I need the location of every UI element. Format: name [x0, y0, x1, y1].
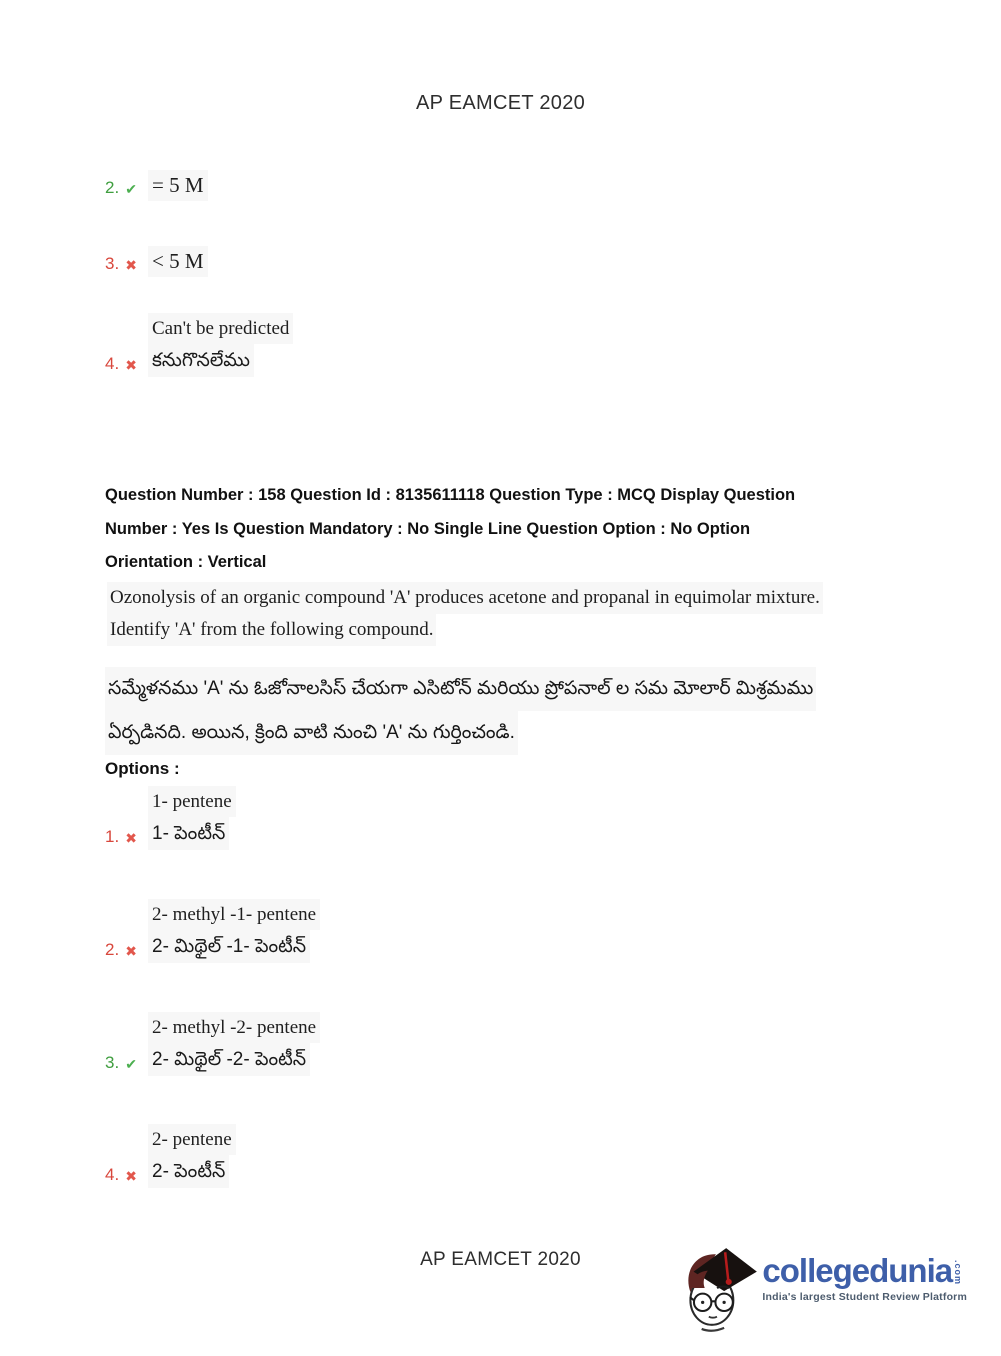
option-text-lines [148, 1124, 236, 1188]
option-text-telugu: 2- పెంటీన్ [148, 1155, 229, 1188]
option-text-english: 1- pentene [148, 786, 236, 817]
option-prefix [105, 354, 141, 377]
option-text-lines [148, 313, 293, 377]
option-text-lines [148, 246, 208, 277]
option-prefix [105, 940, 141, 963]
question-text-line: Identify 'A' from the following compound. [107, 614, 436, 646]
option-number: 2. [105, 178, 120, 197]
option-prefix [105, 1053, 141, 1076]
option-row-2 [105, 899, 320, 963]
question-text-line: సమ్మేళనము 'A' ను ఓజోనాలసిస్ చేయగా ఎసిటోన్ మరియు ప్రోపనాల్ ల సమ మోలార్ మిశ్రమము [105, 667, 816, 711]
question-text-telugu [105, 667, 816, 755]
prev-option-row-2 [105, 170, 208, 201]
brand-tld: .com [953, 1260, 964, 1286]
cross-icon: ✖ [125, 1167, 137, 1184]
option-text-telugu: కనుగొనలేము [148, 344, 254, 377]
option-text-english: 2- methyl -2- pentene [148, 1012, 320, 1043]
prev-option-row-4 [105, 313, 293, 377]
option-text-english: 2- methyl -1- pentene [148, 899, 320, 930]
option-number: 4. [105, 1165, 120, 1184]
option-prefix [105, 178, 141, 201]
option-text-english: < 5 M [148, 246, 208, 277]
option-row-3 [105, 1012, 320, 1076]
cross-icon: ✖ [125, 829, 137, 846]
question-metadata [105, 479, 795, 580]
brand-wordmark: collegedunia [762, 1252, 953, 1289]
footer-title: AP EAMCET 2020 [420, 1249, 581, 1270]
option-number: 4. [105, 354, 120, 373]
cross-icon: ✖ [125, 256, 137, 273]
cross-icon: ✖ [125, 356, 137, 373]
option-text-telugu: 1- పెంటీన్ [148, 817, 229, 850]
option-text-telugu: 2- మిథైల్ -2- పెంటీన్ [148, 1043, 310, 1076]
option-number: 2. [105, 940, 120, 959]
option-text-lines [148, 786, 236, 850]
option-text-lines [148, 1012, 320, 1076]
option-text-english: 2- pentene [148, 1124, 236, 1155]
collegedunia-logo [677, 1241, 967, 1333]
option-row-4 [105, 1124, 236, 1188]
question-meta-line: Question Number : 158 Question Id : 8135611118 Question Type : MCQ Display Question [105, 486, 796, 504]
option-text-lines [148, 170, 208, 201]
check-icon: ✔ [125, 180, 137, 197]
option-text-english: Can't be predicted [148, 313, 293, 344]
question-text-line: Ozonolysis of an organic compound 'A' produces acetone and propanal in equimolar mixture. [107, 582, 823, 614]
option-number: 1. [105, 827, 120, 846]
option-number: 3. [105, 254, 120, 273]
mascot-student-icon [677, 1241, 759, 1333]
brand-tagline: India's largest Student Review Platform [762, 1291, 967, 1303]
question-meta-line: Orientation : Vertical [105, 553, 267, 571]
check-icon: ✔ [125, 1055, 137, 1072]
option-prefix [105, 827, 141, 850]
cross-icon: ✖ [125, 942, 137, 959]
question-text-english [107, 582, 823, 646]
option-prefix [105, 254, 141, 277]
page-title: AP EAMCET 2020 [415, 92, 586, 114]
option-prefix [105, 1165, 141, 1188]
prev-option-row-3 [105, 246, 208, 277]
option-row-1 [105, 786, 236, 850]
option-number: 3. [105, 1053, 120, 1072]
question-text-line: ఏర్పడినది. అయిన, క్రింది వాటి నుంచి 'A' ను గుర్తించండి. [105, 711, 518, 755]
question-meta-line: Number : Yes Is Question Mandatory : No Single Line Question Option : No Option [105, 519, 751, 538]
option-text-english: = 5 M [148, 170, 208, 201]
option-text-telugu: 2- మిథైల్ -1- పెంటీన్ [148, 930, 310, 963]
options-label: Options : [105, 759, 180, 778]
logo-wordmark-block [762, 1241, 967, 1303]
option-text-lines [148, 899, 320, 963]
